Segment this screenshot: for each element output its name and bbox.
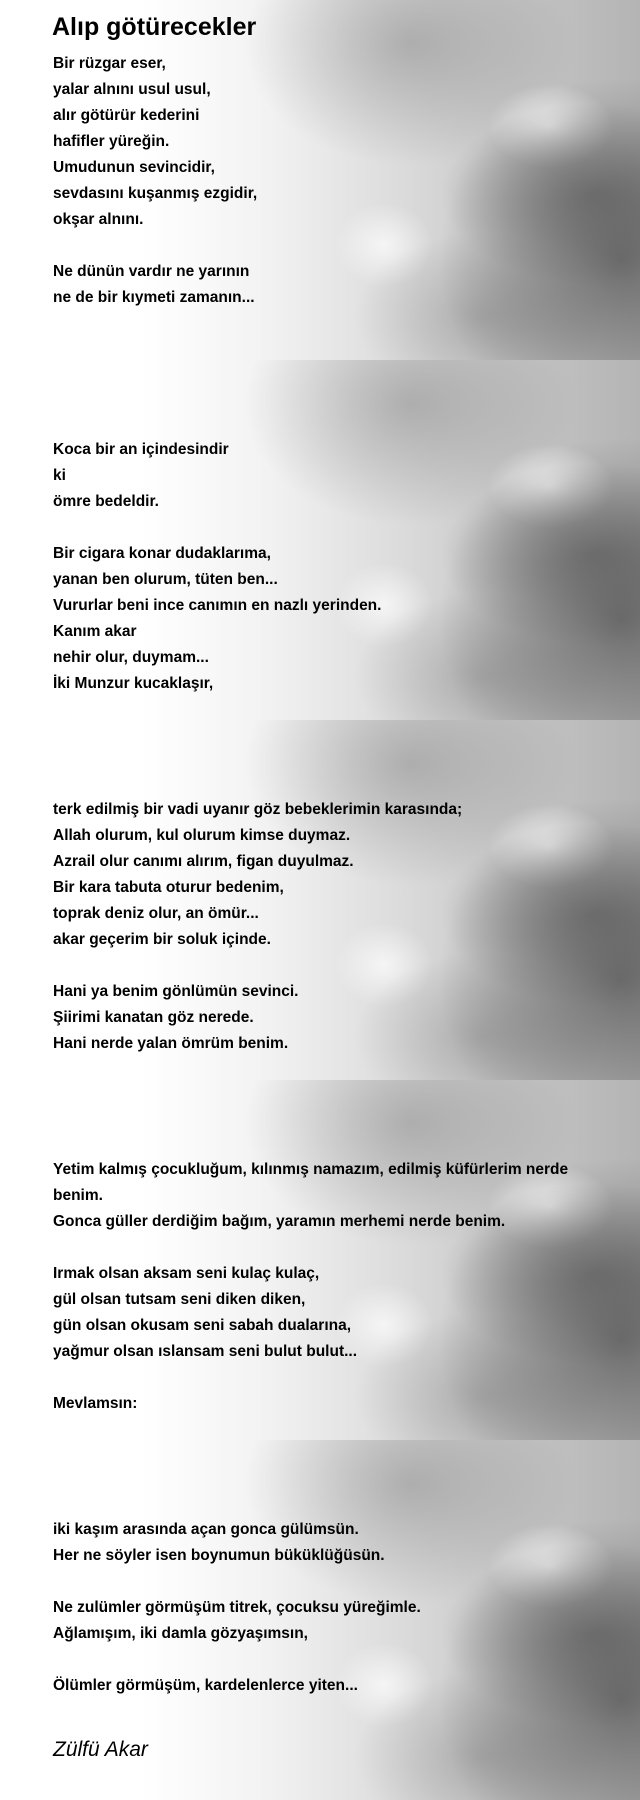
verse-line: yanan ben olurum, tüten ben... [53, 571, 278, 588]
verse-line: Gonca güller derdiğim bağım, yaramın merhemi nerde benim. [53, 1213, 506, 1230]
poem-panel-2 [0, 360, 640, 720]
verse-line [53, 1235, 613, 1261]
verse-line: Yetim kalmış çocukluğum, kılınmış namazım, edilmiş küfürlerim nerde benim. [53, 1161, 569, 1204]
verse-line: toprak deniz olur, an ömür... [53, 905, 259, 922]
verse-line: ömre bedeldir. [53, 493, 159, 510]
verse-line: Bir rüzgar eser, [53, 55, 166, 72]
poem-panel-1 [0, 0, 640, 360]
verse-line: nehir olur, duymam... [53, 649, 209, 666]
verse-block-2 [53, 411, 613, 697]
verse-line: gün olsan okusam seni sabah dualarına, [53, 1317, 352, 1334]
verse-line: Her ne söyler isen boynumun büküklüğüsün. [53, 1547, 385, 1564]
poem-author: Zülfü Akar [53, 1738, 148, 1761]
verse-line: gül olsan tutsam seni diken diken, [53, 1291, 306, 1308]
verse-line: Vururlar beni ince canımın en nazlı yerinden. [53, 597, 382, 614]
verse-line: hafifler yüreğin. [53, 133, 170, 150]
verse-line [53, 953, 613, 979]
poem-panel-3 [0, 720, 640, 1080]
verse-line: Bir kara tabuta oturur bedenim, [53, 879, 284, 896]
verse-line [53, 771, 613, 797]
verse-line [53, 1647, 613, 1673]
verse-line: Irmak olsan aksam seni kulaç kulaç, [53, 1265, 320, 1282]
verse-line [53, 411, 613, 437]
verse-line: Şiirimi kanatan göz nerede. [53, 1009, 254, 1026]
verse-line: terk edilmiş bir vadi uyanır göz bebeklerimin karasında; [53, 801, 463, 818]
verse-line: Hani nerde yalan ömrüm benim. [53, 1035, 289, 1052]
verse-block-3 [53, 771, 613, 1057]
verse-line: Ölümler görmüşüm, kardelenlerce yiten... [53, 1677, 358, 1694]
verse-line: yağmur olsan ıslansam seni bulut bulut... [53, 1343, 358, 1360]
verse-line: Ne dünün vardır ne yarının [53, 263, 250, 280]
verse-line [53, 515, 613, 541]
poem-panel-4 [0, 1080, 640, 1440]
verse-line: akar geçerim bir soluk içinde. [53, 931, 271, 948]
verse-line: Hani ya benim gönlümün sevinci. [53, 983, 299, 1000]
verse-line: Bir cigara konar dudaklarıma, [53, 545, 271, 562]
verse-line: Kanım akar [53, 623, 137, 640]
verse-line: okşar alnını. [53, 211, 144, 228]
verse-line: Ağlamışım, iki damla gözyaşımsın, [53, 1625, 308, 1642]
verse-line [53, 1491, 613, 1517]
verse-block-5 [53, 1491, 613, 1699]
verse-line: Allah olurum, kul olurum kimse duymaz. [53, 827, 351, 844]
verse-line [53, 233, 613, 259]
verse-block-1 [53, 51, 613, 311]
verse-line: sevdasını kuşanmış ezgidir, [53, 185, 258, 202]
verse-line: yalar alnını usul usul, [53, 81, 211, 98]
verse-line: ki [53, 467, 66, 484]
verse-block-4 [53, 1131, 613, 1417]
verse-line: Azrail olur canımı alırım, figan duyulmaz. [53, 853, 354, 870]
verse-line: Umudunun sevincidir, [53, 159, 215, 176]
verse-line [53, 1131, 613, 1157]
verse-line: ne de bir kıymeti zamanın... [53, 289, 255, 306]
poem-title: Alıp götürecekler [52, 13, 257, 41]
verse-line [53, 1569, 613, 1595]
verse-line: iki kaşım arasında açan gonca gülümsün. [53, 1521, 359, 1538]
verse-line: İki Munzur kucaklaşır, [53, 675, 214, 692]
verse-line: Koca bir an içindesindir [53, 441, 229, 458]
verse-line [53, 1365, 613, 1391]
verse-line: Ne zulümler görmüşüm titrek, çocuksu yüreğimle. [53, 1599, 421, 1616]
verse-line: Mevlamsın: [53, 1395, 138, 1412]
verse-line: alır götürür kederini [53, 107, 200, 124]
poem-panel-5 [0, 1440, 640, 1800]
